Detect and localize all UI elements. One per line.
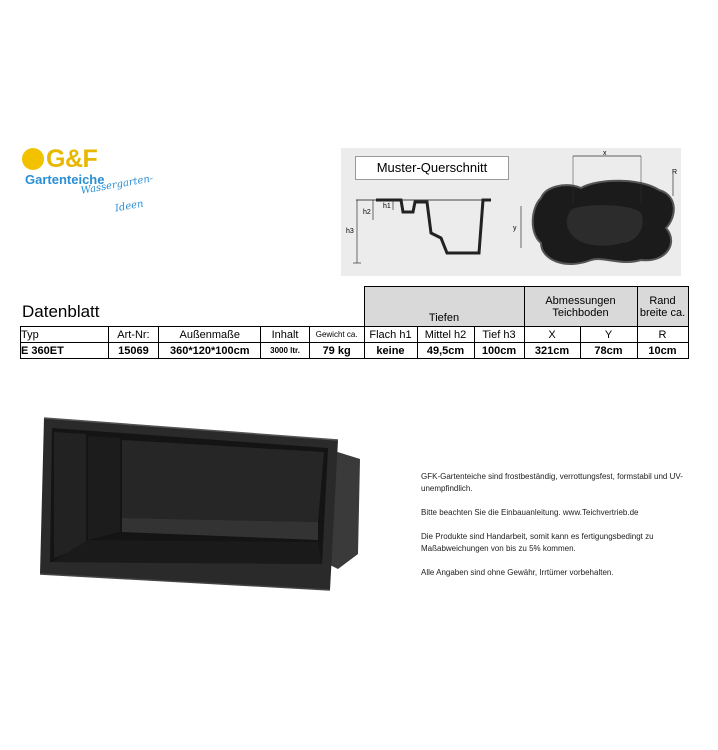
cell-aussenmasse: 360*120*100cm xyxy=(159,343,261,359)
cell-y: 78cm xyxy=(580,343,637,359)
product-photo xyxy=(38,414,362,594)
label-h2: h2 xyxy=(363,209,371,216)
cell-gewicht: 79 kg xyxy=(309,343,364,359)
logo-subtitle: Gartenteiche xyxy=(25,172,105,187)
col-y: Y xyxy=(580,327,637,343)
logo-brand: G&F xyxy=(46,145,98,173)
logo-script-line2: Ideen xyxy=(114,198,145,215)
col-mittel: Mittel h2 xyxy=(417,327,474,343)
col-x: X xyxy=(524,327,580,343)
note-1: GFK-Gartenteiche sind frostbeständig, verrottungsfest, formstabil und UV-unempfindlich. xyxy=(421,472,683,493)
label-h1: h1 xyxy=(383,203,391,210)
label-y: y xyxy=(513,225,517,232)
cell-flach: keine xyxy=(364,343,417,359)
col-tief: Tief h3 xyxy=(474,327,524,343)
header-tiefen: Tiefen xyxy=(364,287,524,327)
col-inhalt: Inhalt xyxy=(261,327,309,343)
header-abmessungen: Abmessungen Teichboden xyxy=(524,287,637,327)
cross-section-diagram xyxy=(341,148,681,276)
col-flach: Flach h1 xyxy=(364,327,417,343)
label-h3: h3 xyxy=(346,228,354,235)
note-4: Alle Angaben sind ohne Gewähr, Irrtümer vorbehalten. xyxy=(421,568,614,577)
gf-logo xyxy=(22,145,162,215)
cross-section-title: Muster-Querschnitt xyxy=(355,156,509,180)
label-r: R xyxy=(672,169,678,176)
sheet-title: Datenblatt xyxy=(22,302,100,321)
label-x: x xyxy=(603,150,607,157)
logo-script-line1: Wassergarten- xyxy=(80,173,155,197)
col-gewicht: Gewicht ca. xyxy=(309,327,364,343)
col-r: R xyxy=(637,327,688,343)
col-typ: Typ xyxy=(21,327,109,343)
col-aussenmasse: Außenmaße xyxy=(159,327,261,343)
cell-r: 10cm xyxy=(637,343,688,359)
cell-tief: 100cm xyxy=(474,343,524,359)
cell-mittel: 49,5cm xyxy=(417,343,474,359)
col-artnr: Art-Nr: xyxy=(108,327,159,343)
cell-x: 321cm xyxy=(524,343,580,359)
logo-figure-icon xyxy=(22,148,44,170)
note-3: Die Produkte sind Handarbeit, somit kann es fertigungsbedingt zu Maßabweichungen von bis zu 5% kommen. xyxy=(421,532,654,553)
cell-inhalt: 3000 ltr. xyxy=(261,343,309,359)
spec-table xyxy=(20,286,689,359)
notes xyxy=(421,471,701,591)
cell-typ: E 360ET xyxy=(21,343,109,359)
cell-artnr: 15069 xyxy=(108,343,159,359)
note-2: Bitte beachten Sie die Einbauanleitung. www.Teichvertrieb.de xyxy=(421,508,639,517)
header-rand: Rand breite ca. xyxy=(637,287,688,327)
